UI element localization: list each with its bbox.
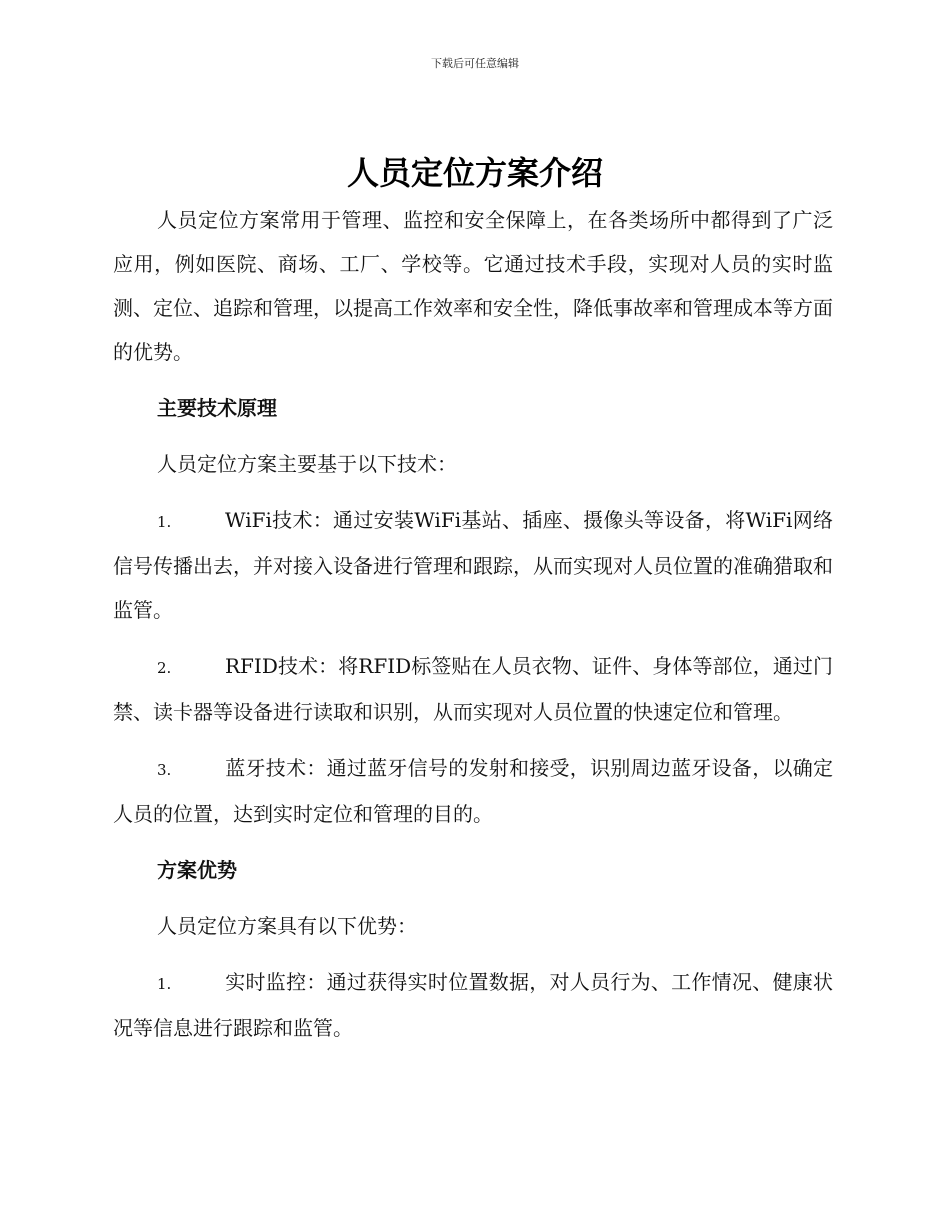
section-lead-principles: 人员定位方案主要基于以下技术： bbox=[157, 452, 457, 476]
page-title: 人员定位方案介绍 bbox=[346, 154, 603, 192]
document-body bbox=[113, 198, 833, 1062]
list-item bbox=[113, 746, 833, 836]
list-item-text: 实时监控：通过获得实时位置数据，对人员行为、工作情况、健康状况等信息进行跟踪和监管。 bbox=[113, 970, 833, 1040]
section-heading-advantages: 方案优势 bbox=[157, 858, 237, 882]
list-item bbox=[113, 960, 833, 1050]
list-item bbox=[113, 498, 833, 632]
intro-paragraph: 人员定位方案常用于管理、监控和安全保障上，在各类场所中都得到了广泛应用，例如医院、商场、工厂、学校等。它通过技术手段，实现对人员的实时监测、定位、追踪和管理，以提高工作效率和安全性，降低事故率和管理成本等方面的优势。 bbox=[113, 208, 833, 364]
list-item-number: 3. bbox=[157, 761, 172, 779]
list-item-text: RFID技术：将RFID标签贴在人员衣物、证件、身体等部位，通过门禁、读卡器等设备进行读取和识别，从而实现对人员位置的快速定位和管理。 bbox=[113, 654, 833, 724]
list-item-number: 1. bbox=[157, 513, 172, 531]
list-item-number: 1. bbox=[157, 975, 172, 993]
list-item-text: 蓝牙技术：通过蓝牙信号的发射和接受，识别周边蓝牙设备，以确定人员的位置，达到实时定位和管理的目的。 bbox=[113, 756, 833, 826]
section-heading-principles: 主要技术原理 bbox=[157, 396, 277, 420]
list-item-number: 2. bbox=[157, 659, 172, 677]
list-item-text: WiFi技术：通过安装WiFi基站、插座、摄像头等设备，将WiFi网络信号传播出去，并对接入设备进行管理和跟踪，从而实现对人员位置的准确猎取和监管。 bbox=[113, 508, 833, 622]
header-note: 下载后可任意编辑 bbox=[431, 57, 519, 70]
section-lead-advantages: 人员定位方案具有以下优势： bbox=[157, 914, 417, 938]
list-item bbox=[113, 644, 833, 734]
